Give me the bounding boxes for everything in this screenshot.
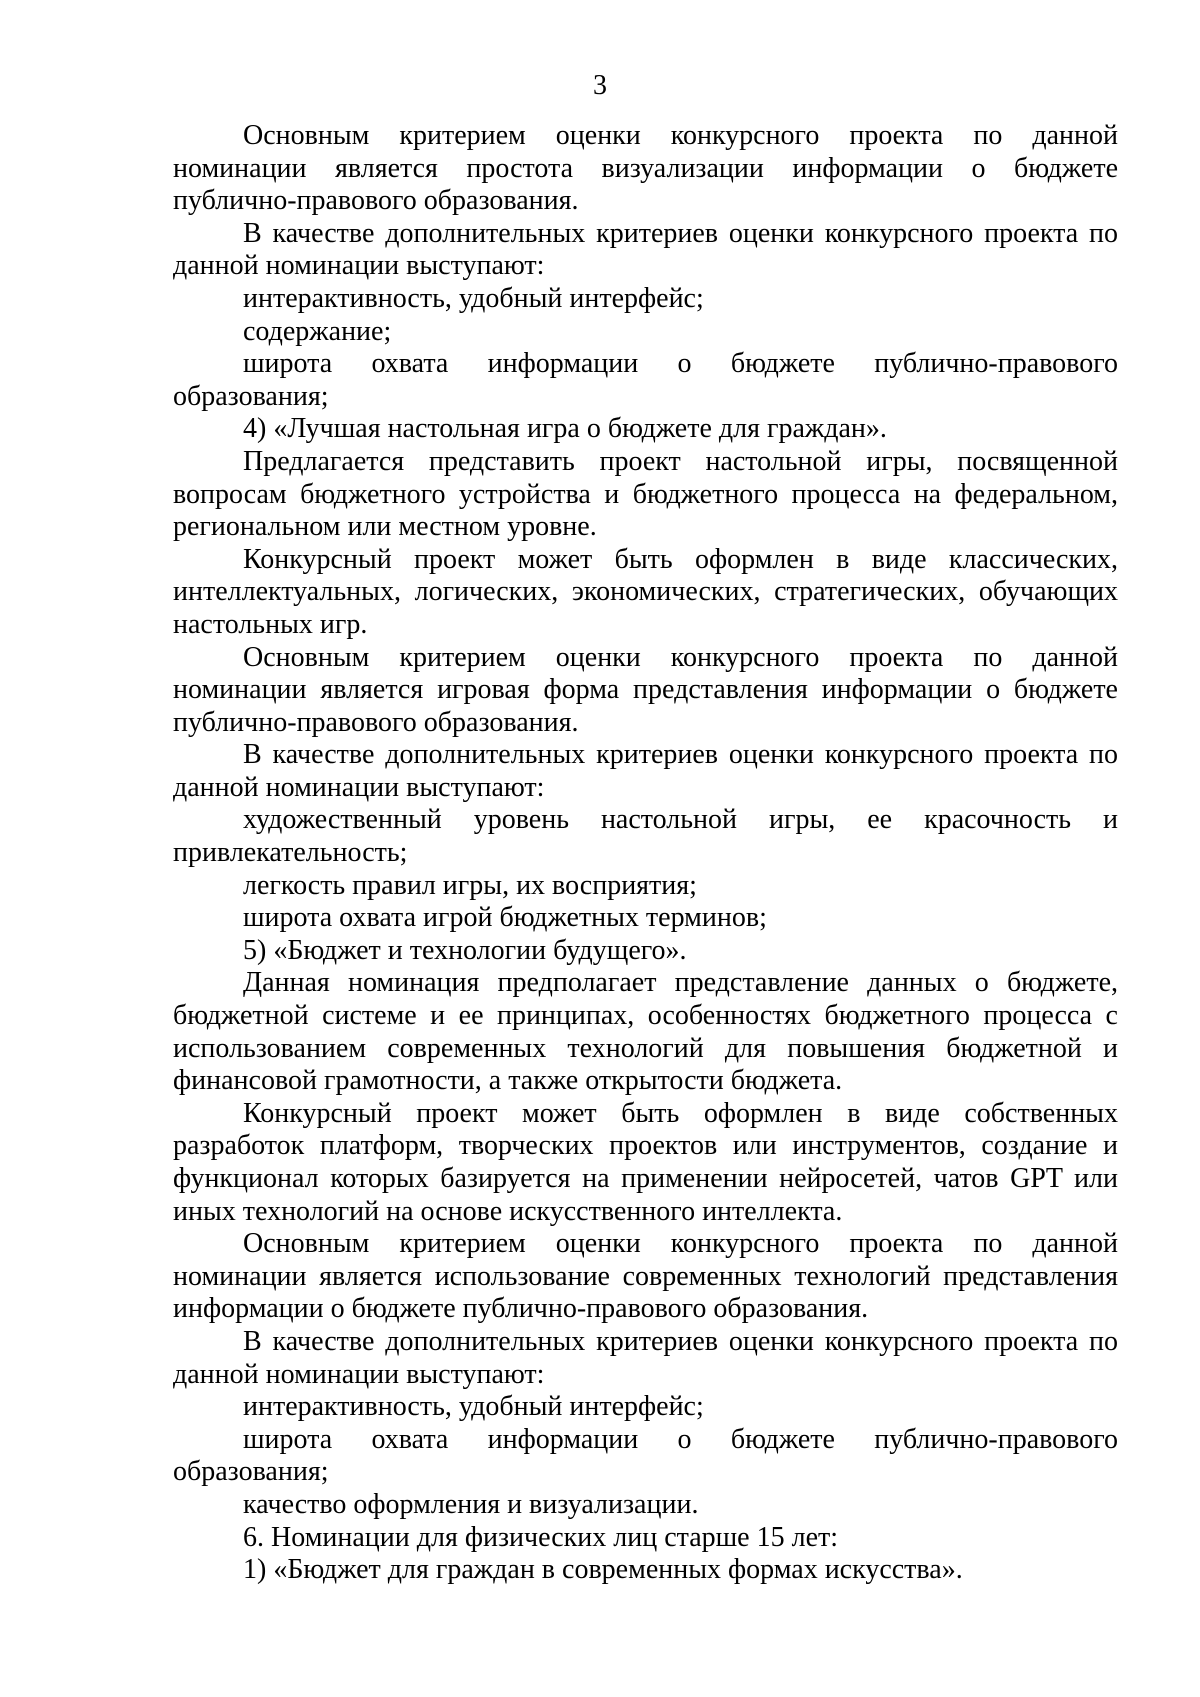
list-item-terms-coverage: широта охвата игрой бюджетных терминов; <box>243 902 767 934</box>
list-item-coverage: широта охвата информации о бюджете публично-правового образования; <box>173 1423 1118 1488</box>
paragraph-technologies-description: Данная номинация предполагает представление данных о бюджете, бюджетной системе и ее принципах, особенностях бюджетного процесса с использованием современных технологий для повышения бюджетной и финансовой грамотности, а также открытости бюджета. <box>173 967 1118 1097</box>
paragraph-criterion-visualization: Основным критерием оценки конкурсного проекта по данной номинации является простота визуализации информации о бюджете публично-правового образования. <box>173 120 1118 217</box>
nomination-heading-technologies: 5) «Бюджет и технологии будущего». <box>243 934 687 966</box>
paragraph-additional-criteria-intro: В качестве дополнительных критериев оценки конкурсного проекта по данной номинации выступают: <box>173 739 1118 803</box>
nomination-heading-board-game: 4) «Лучшая настольная игра о бюджете для граждан». <box>243 413 887 445</box>
list-item-rules-ease: легкость правил игры, их восприятия; <box>243 869 697 901</box>
list-item-interactivity: интерактивность, удобный интерфейс; <box>243 1391 704 1423</box>
paragraph-criterion-game-form: Основным критерием оценки конкурсного проекта по данной номинации является игровая форма представления информации о бюджете публично-правового образования. <box>173 641 1118 738</box>
page-number: 3 <box>593 70 607 101</box>
nomination-heading-art-forms: 1) «Бюджет для граждан в современных формах искусства». <box>243 1554 963 1586</box>
list-item-interactivity: интерактивность, удобный интерфейс; <box>243 282 704 314</box>
section-heading-individuals: 6. Номинации для физических лиц старше 15 лет: <box>243 1521 839 1553</box>
list-item-coverage: широта охвата информации о бюджете публично-правового образования; <box>173 348 1118 412</box>
paragraph-technologies-forms: Конкурсный проект может быть оформлен в виде собственных разработок платформ, творческих проектов или инструментов, создание и функционал которых базируется на применении нейросетей, чатов GPT или иных технологий на основе искусственного интеллекта. <box>173 1097 1118 1227</box>
list-item-artistic-level: художественный уровень настольной игры, ее красочность и привлекательность; <box>173 804 1118 869</box>
paragraph-additional-criteria-intro: В качестве дополнительных критериев оценки конкурсного проекта по данной номинации выступают: <box>173 217 1118 282</box>
document-body <box>173 120 1118 1587</box>
list-item-design-quality: качество оформления и визуализации. <box>243 1488 699 1520</box>
paragraph-board-game-description: Предлагается представить проект настольной игры, посвященной вопросам бюджетного устройства и бюджетного процесса на федеральном, региональном или местном уровне. <box>173 445 1118 543</box>
paragraph-additional-criteria-intro: В качестве дополнительных критериев оценки конкурсного проекта по данной номинации выступают: <box>173 1325 1118 1390</box>
list-item-content: содержание; <box>243 315 392 347</box>
paragraph-board-game-forms: Конкурсный проект может быть оформлен в виде классических, интеллектуальных, логических, экономических, стратегических, обучающих настольных игр. <box>173 543 1118 640</box>
paragraph-criterion-modern-tech: Основным критерием оценки конкурсного проекта по данной номинации является использование современных технологий представления информации о бюджете публично-правового образования. <box>173 1228 1118 1325</box>
